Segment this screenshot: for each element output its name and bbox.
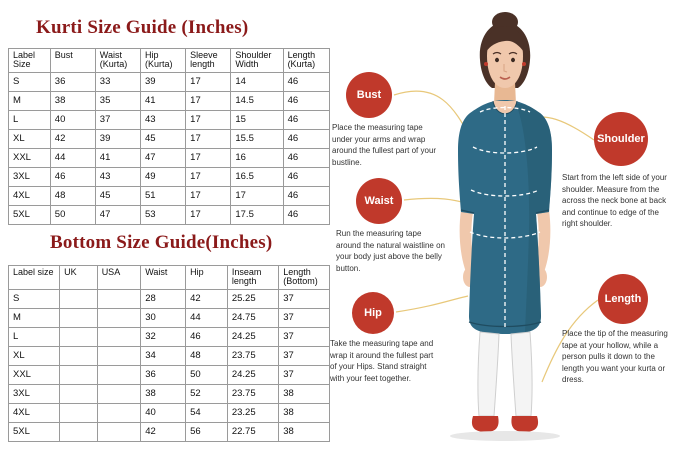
table-row xyxy=(9,346,330,365)
kurti-table-title: Kurti Size Guide (Inches) xyxy=(36,17,249,38)
shoe-right xyxy=(511,416,538,432)
table-row xyxy=(9,167,330,186)
cell-inseam: 25.25 xyxy=(227,289,278,308)
callout-note-length: Place the tip of the measuring tape at your hollow, while a person pulls it down to the length you want your kurta or dress. xyxy=(562,329,668,385)
cell-hip: 53 xyxy=(140,205,185,224)
cell-label-size: XL xyxy=(9,346,60,365)
cell-length: 38 xyxy=(279,422,330,441)
column-header-shoulder-width: Shoulder Width xyxy=(231,49,283,73)
cell-shoulder: 16.5 xyxy=(231,167,283,186)
cell-bust: 50 xyxy=(50,205,95,224)
cell-shoulder: 14.5 xyxy=(231,91,283,110)
cell-inseam: 23.75 xyxy=(227,346,278,365)
table-row xyxy=(9,148,330,167)
callout-bubble-shoulder: Shoulder xyxy=(594,112,648,166)
cell-uk xyxy=(60,289,98,308)
cell-hip: 54 xyxy=(186,403,228,422)
cell-label-size: L xyxy=(9,110,51,129)
column-header-sleeve-length: Sleeve length xyxy=(186,49,231,73)
cell-label-size: M xyxy=(9,308,60,327)
callout-note-waist: Run the measuring tape around the natural waistline on your body just above the belly button. xyxy=(336,229,445,273)
cell-shoulder: 17 xyxy=(231,186,283,205)
cell-usa xyxy=(97,422,141,441)
table-row xyxy=(9,289,330,308)
cell-uk xyxy=(60,308,98,327)
column-header-hip: Hip xyxy=(186,266,228,290)
table-row xyxy=(9,403,330,422)
cell-inseam: 24.25 xyxy=(227,365,278,384)
cell-waist: 37 xyxy=(95,110,140,129)
column-header-uk: UK xyxy=(60,266,98,290)
table-row xyxy=(9,186,330,205)
table-row xyxy=(9,205,330,224)
shoe-left xyxy=(472,416,499,432)
cell-usa xyxy=(97,327,141,346)
callout-bubble-hip: Hip xyxy=(352,292,394,334)
column-header-bust: Bust xyxy=(50,49,95,73)
cell-label-size: XXL xyxy=(9,148,51,167)
cell-uk xyxy=(60,346,98,365)
cell-inseam: 24.25 xyxy=(227,327,278,346)
cell-label-size: S xyxy=(9,289,60,308)
cell-length: 46 xyxy=(283,110,329,129)
legging-left xyxy=(478,332,499,416)
cell-hip: 52 xyxy=(186,384,228,403)
cell-bust: 48 xyxy=(50,186,95,205)
cell-sleeve: 17 xyxy=(186,72,231,91)
cell-label-size: XL xyxy=(9,129,51,148)
cell-usa xyxy=(97,403,141,422)
cell-label-size: 4XL xyxy=(9,403,60,422)
cell-bust: 36 xyxy=(50,72,95,91)
callout-bubble-bust: Bust xyxy=(346,72,392,118)
column-header-waist: Waist (Kurta) xyxy=(95,49,140,73)
table-row xyxy=(9,110,330,129)
cell-sleeve: 17 xyxy=(186,110,231,129)
table-header-row xyxy=(9,49,330,73)
cell-shoulder: 17.5 xyxy=(231,205,283,224)
cell-hip: 49 xyxy=(140,167,185,186)
cell-uk xyxy=(60,365,98,384)
cell-label-size: S xyxy=(9,72,51,91)
callout-note-shoulder: Start from the left side of your shoulder. Measure from the across the neck bone at back and continue to edge of the right shoulder. xyxy=(562,173,667,229)
cell-waist: 47 xyxy=(95,205,140,224)
cell-sleeve: 17 xyxy=(186,186,231,205)
table-row xyxy=(9,422,330,441)
cell-waist: 41 xyxy=(95,148,140,167)
ground-shadow xyxy=(450,431,560,441)
cell-length: 46 xyxy=(283,91,329,110)
column-header-usa: USA xyxy=(97,266,141,290)
cell-shoulder: 15 xyxy=(231,110,283,129)
cell-length: 37 xyxy=(279,308,330,327)
cell-length: 38 xyxy=(279,403,330,422)
cell-sleeve: 17 xyxy=(186,148,231,167)
cell-hip: 45 xyxy=(140,129,185,148)
cell-hip: 56 xyxy=(186,422,228,441)
cell-uk xyxy=(60,327,98,346)
cell-sleeve: 17 xyxy=(186,167,231,186)
cell-inseam: 23.75 xyxy=(227,384,278,403)
callout-note-hip: Take the measuring tape and wrap it around the fullest part of your Hips. Stand straight with your feet together. xyxy=(330,339,434,383)
bottom-size-table xyxy=(8,265,330,442)
cell-length: 46 xyxy=(283,129,329,148)
table-row xyxy=(9,308,330,327)
cell-inseam: 22.75 xyxy=(227,422,278,441)
legging-right xyxy=(511,332,532,416)
cell-shoulder: 14 xyxy=(231,72,283,91)
table-row xyxy=(9,91,330,110)
cell-label-size: M xyxy=(9,91,51,110)
cell-waist: 35 xyxy=(95,91,140,110)
cell-usa xyxy=(97,308,141,327)
cell-hip: 50 xyxy=(186,365,228,384)
table-header-row xyxy=(9,266,330,290)
column-header-label-size: Label size xyxy=(9,266,60,290)
cell-shoulder: 15.5 xyxy=(231,129,283,148)
cell-label-size: L xyxy=(9,327,60,346)
table-row xyxy=(9,72,330,91)
kurti-size-table xyxy=(8,48,330,225)
cell-length: 37 xyxy=(279,327,330,346)
cell-bust: 40 xyxy=(50,110,95,129)
cell-label-size: 3XL xyxy=(9,167,51,186)
cell-waist: 30 xyxy=(141,308,186,327)
cell-usa xyxy=(97,346,141,365)
earring-right xyxy=(522,62,526,66)
table-row xyxy=(9,129,330,148)
earring-left xyxy=(484,62,488,66)
cell-hip: 43 xyxy=(140,110,185,129)
cell-length: 46 xyxy=(283,148,329,167)
cell-inseam: 23.25 xyxy=(227,403,278,422)
cell-length: 46 xyxy=(283,72,329,91)
cell-hip: 51 xyxy=(140,186,185,205)
cell-hip: 41 xyxy=(140,91,185,110)
cell-usa xyxy=(97,289,141,308)
table-row xyxy=(9,365,330,384)
callout-bubble-waist: Waist xyxy=(356,178,402,224)
cell-waist: 42 xyxy=(141,422,186,441)
cell-uk xyxy=(60,422,98,441)
cell-hip: 44 xyxy=(186,308,228,327)
cell-label-size: XXL xyxy=(9,365,60,384)
cell-waist: 32 xyxy=(141,327,186,346)
cell-bust: 44 xyxy=(50,148,95,167)
cell-uk xyxy=(60,384,98,403)
table-row xyxy=(9,384,330,403)
cell-waist: 34 xyxy=(141,346,186,365)
cell-waist: 38 xyxy=(141,384,186,403)
cell-label-size: 4XL xyxy=(9,186,51,205)
cell-inseam: 24.75 xyxy=(227,308,278,327)
callout-bubble-length: Length xyxy=(598,274,648,324)
measurement-illustration-panel xyxy=(330,0,679,463)
cell-label-size: 3XL xyxy=(9,384,60,403)
cell-waist: 43 xyxy=(95,167,140,186)
cell-waist: 39 xyxy=(95,129,140,148)
cell-length: 46 xyxy=(283,167,329,186)
column-header-length-bottom: Length (Bottom) xyxy=(279,266,330,290)
column-header-inseam-length: Inseam length xyxy=(227,266,278,290)
cell-waist: 28 xyxy=(141,289,186,308)
cell-waist: 45 xyxy=(95,186,140,205)
cell-sleeve: 17 xyxy=(186,205,231,224)
cell-label-size: 5XL xyxy=(9,422,60,441)
eye-left xyxy=(495,58,499,62)
table-row xyxy=(9,327,330,346)
cell-usa xyxy=(97,365,141,384)
cell-waist: 40 xyxy=(141,403,186,422)
cell-sleeve: 17 xyxy=(186,91,231,110)
column-header-hip: Hip (Kurta) xyxy=(140,49,185,73)
cell-uk xyxy=(60,403,98,422)
column-header-length: Length (Kurta) xyxy=(283,49,329,73)
cell-length: 46 xyxy=(283,205,329,224)
cell-bust: 42 xyxy=(50,129,95,148)
cell-hip: 48 xyxy=(186,346,228,365)
cell-length: 38 xyxy=(279,384,330,403)
cell-length: 37 xyxy=(279,289,330,308)
cell-bust: 38 xyxy=(50,91,95,110)
cell-waist: 33 xyxy=(95,72,140,91)
eye-right xyxy=(511,58,515,62)
cell-bust: 46 xyxy=(50,167,95,186)
cell-label-size: 5XL xyxy=(9,205,51,224)
column-header-waist: Waist xyxy=(141,266,186,290)
cell-waist: 36 xyxy=(141,365,186,384)
cell-length: 37 xyxy=(279,346,330,365)
cell-sleeve: 17 xyxy=(186,129,231,148)
tables-panel xyxy=(0,0,330,463)
column-header-label-size: Label Size xyxy=(9,49,51,73)
callout-note-bust: Place the measuring tape under your arms and wrap around the fullest part of your bustline. xyxy=(332,123,437,167)
cell-hip: 42 xyxy=(186,289,228,308)
cell-length: 46 xyxy=(283,186,329,205)
bottom-table-title: Bottom Size Guide(Inches) xyxy=(50,232,273,253)
cell-hip: 47 xyxy=(140,148,185,167)
cell-shoulder: 16 xyxy=(231,148,283,167)
cell-length: 37 xyxy=(279,365,330,384)
cell-usa xyxy=(97,384,141,403)
cell-hip: 46 xyxy=(186,327,228,346)
cell-hip: 39 xyxy=(140,72,185,91)
